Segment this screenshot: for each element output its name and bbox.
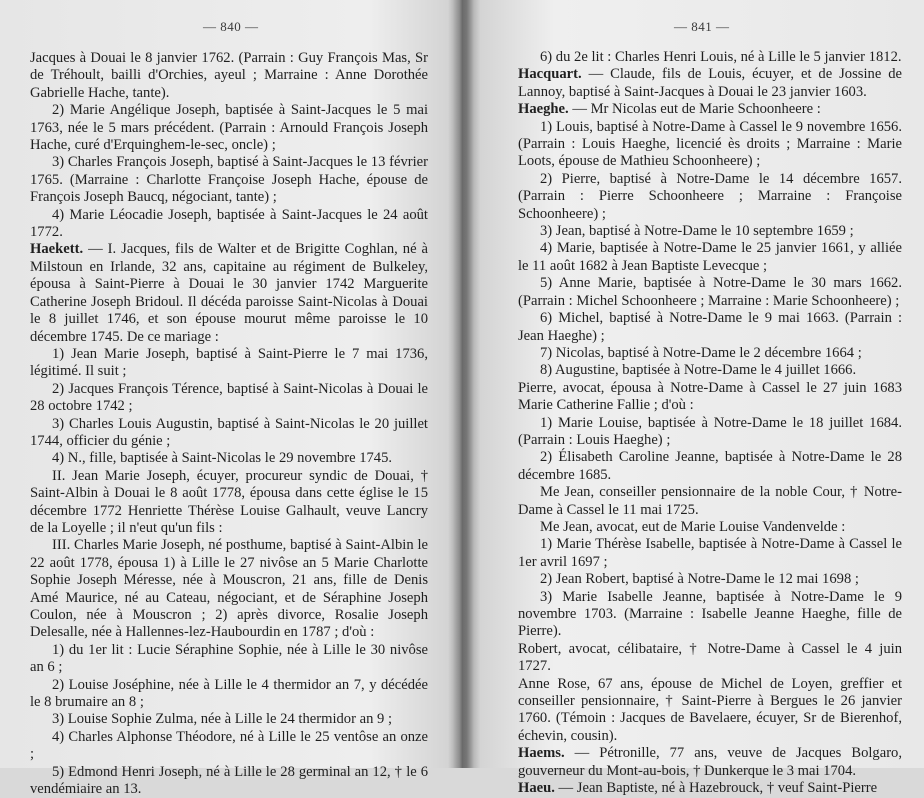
paragraph: 3) Charles François Joseph, baptisé à Saint-Jacques le 13 février 1765. (Marraine : Charlotte Françoise Joseph Hache, épouse de François Joseph Baucq, négociant, tante) ;: [30, 154, 428, 206]
paragraph: 1) Marie Louise, baptisée à Notre-Dame le 18 juillet 1684. (Parrain : Louis Haeghe) ;: [518, 414, 902, 448]
paragraph: 4) N., fille, baptisée à Saint-Nicolas le 29 novembre 1745.: [52, 450, 393, 467]
paragraph: 4) Charles Alphonse Théodore, né à Lille le 25 ventôse an onze ;: [30, 728, 428, 763]
family-heading: Haekett.: [30, 241, 84, 258]
paragraph-hackett: [30, 241, 428, 345]
paragraph: 2) Jean Robert, baptisé à Notre-Dame le 12 mai 1698 ;: [540, 571, 859, 588]
paragraph: 1) Louis, baptisé à Notre-Dame à Cassel le 9 novembre 1656. (Parrain : Louis Haeghe, licencié ès droits ; Marraine : Marie Loots, épouse de Mathieu Schoonheere) ;: [518, 118, 902, 170]
paragraph: 2) Marie Angélique Joseph, baptisée à Saint-Jacques le 5 mai 1763, née le 5 mars précédent. (Parrain : Arnould François Joseph Hache, curé d'Erquinghem-le-sec, oncle) ;: [30, 102, 428, 154]
paragraph: 3) Charles Louis Augustin, baptisé à Saint-Nicolas le 20 juillet 1744, officier du génie ;: [30, 415, 428, 449]
paragraph: Pierre, avocat, épousa à Notre-Dame à Cassel le 27 juin 1683 Marie Catherine Fallie ; d'où :: [518, 379, 902, 414]
left-page-text: [30, 50, 428, 798]
family-heading: Hacquart.: [518, 66, 582, 83]
paragraph-text: — Claude, fils de Louis, écuyer, et de Jossine de Lannoy, baptisé à Saint-Jacques à Douai le 23 janvier 1603.: [518, 66, 902, 100]
paragraph: 2) Louise Joséphine, née à Lille le 4 thermidor an 7, y décédée le 8 brumaire an 8 ;: [30, 676, 428, 711]
paragraph: 6) Michel, baptisé à Notre-Dame le 9 mai 1663. (Parrain : Jean Haeghe) ;: [518, 310, 902, 344]
right-page-text: [518, 49, 902, 797]
paragraph: Robert, avocat, célibataire, † Notre-Dame à Cassel le 4 juin 1727.: [518, 640, 902, 675]
paragraph: Me Jean, conseiller pensionnaire de la noble Cour, † Notre-Dame à Cassel le 11 mai 1725.: [518, 484, 902, 518]
paragraph-haeu: [518, 780, 902, 797]
paragraph: 2) Pierre, baptisé à Notre-Dame le 14 décembre 1657. (Parrain : Pierre Schoonheere ; Marraine : Françoise Schoonheere) ;: [518, 170, 902, 222]
paragraph: 4) Marie, baptisée à Notre-Dame le 25 janvier 1661, y alliée le 11 août 1682 à Jean Baptiste Levecque ;: [518, 240, 902, 274]
family-heading: Haeu.: [518, 780, 555, 797]
family-heading: Haems.: [518, 745, 565, 762]
paragraph: Jacques à Douai le 8 janvier 1762. (Parrain : Guy François Mas, Sr de Tréhoult, bailli d'Orchies, ayeul ; Marraine : Anne Dorothée Gabrielle Hache, tante).: [30, 50, 428, 101]
paragraph: 1) du 1er lit : Lucie Séraphine Sophie, née à Lille le 30 nivôse an 6 ;: [30, 641, 428, 676]
paragraph: 1) Marie Thérèse Isabelle, baptisée à Notre-Dame à Cassel le 1er avril 1697 ;: [518, 536, 902, 570]
paragraph: 3) Marie Isabelle Jeanne, baptisée à Notre-Dame le 9 novembre 1703. (Marraine : Isabelle Jeanne Haeghe, fille de Pierre).: [518, 588, 902, 640]
paragraph-haems: [518, 745, 902, 780]
paragraph: II. Jean Marie Joseph, écuyer, procureur syndic de Douai, † Saint-Albin à Douai le 8 août 1778, épousa dans cette église le 15 décembre 1772 Henriette Thérèse Louise Galhault, veuve Lancry de la Loyelle ; il n'eut qu'un fils :: [30, 467, 428, 536]
family-heading: Haeghe.: [518, 101, 569, 118]
paragraph: III. Charles Marie Joseph, né posthume, baptisé à Saint-Albin le 22 août 1778, épousa 1) à Lille le 27 nivôse an 5 Marie Charlotte Sophie Joseph Méresse, née à Mouscron, 21 ans, fille de Denis Amé Maurice, né au Cateau, négociant, et de Séraphine Joseph Coulon, née à Mouscron ; 2) après divorce, Rosalie Joseph Delesalle, née à Hallennes-lez-Haubourdin en 1787 ; d'où :: [30, 537, 428, 641]
paragraph: 3) Jean, baptisé à Notre-Dame le 10 septembre 1659 ;: [540, 223, 854, 240]
paragraph-text: — Jean Baptiste, né à Hazebrouck, † veuf Saint-Pierre: [558, 780, 878, 797]
paragraph: 2) Élisabeth Caroline Jeanne, baptisée à Notre-Dame le 28 décembre 1685.: [518, 449, 902, 483]
paragraph: 8) Augustine, baptisée à Notre-Dame le 4 juillet 1666.: [540, 362, 857, 379]
paragraph-haeghe: [518, 101, 902, 118]
paragraph: 2) Jacques François Térence, baptisé à Saint-Nicolas à Douai le 28 octobre 1742 ;: [30, 380, 428, 415]
page-number-right: — 841 —: [674, 19, 730, 34]
paragraph-text: — I. Jacques, fils de Walter et de Brigitte Coghlan, né à Milstoun en Irlande, 32 ans, capitaine au régiment de Bulkeley, épousa à Saint-Pierre à Douai le 30 janvier 1742 Marguerite Catherine Joseph Bridoul. Il décéda paroisse Saint-Nicolas à Douai le 8 juillet 1746, et son épouse mourut même paroisse le 10 décembre 1745. De ce mariage :: [30, 241, 429, 345]
paragraph: 6) du 2e lit : Charles Henri Louis, né à Lille le 5 janvier 1812.: [540, 49, 902, 65]
paragraph: Anne Rose, 67 ans, épouse de Michel de Loyen, greffier et conseiller pensionnaire, † Saint-Pierre à Bergues le 26 janvier 1760. (Témoin : Jacques de Bavelaere, écuyer, Sr de Bierenhof, échevin, cousin).: [518, 675, 902, 744]
paragraph: 5) Anne Marie, baptisée à Notre-Dame le 30 mars 1662. (Parrain : Michel Schoonheere ; Marraine : Marie Schoonheere) ;: [518, 275, 902, 309]
paragraph-hacquart: [518, 66, 902, 101]
paragraph: 4) Marie Léocadie Joseph, baptisée à Saint-Jacques le 24 août 1772.: [30, 206, 428, 241]
page-number-left: — 840 —: [203, 19, 259, 34]
paragraph: 1) Jean Marie Joseph, baptisé à Saint-Pierre le 7 mai 1736, légitimé. Il suit ;: [30, 345, 428, 380]
paragraph-text: — Mr Nicolas eut de Marie Schoonheere :: [572, 101, 821, 118]
paragraph: 3) Louise Sophie Zulma, née à Lille le 24 thermidor an 9 ;: [52, 711, 393, 728]
paragraph: Me Jean, avocat, eut de Marie Louise Vandenvelde :: [540, 518, 846, 535]
paragraph: 7) Nicolas, baptisé à Notre-Dame le 2 décembre 1664 ;: [540, 344, 862, 361]
paragraph: 5) Edmond Henri Joseph, né à Lille le 28 germinal an 12, † le 6 vendémiaire an 13.: [30, 763, 428, 798]
paragraph-text: — Pétronille, 77 ans, veuve de Jacques Bolgaro, gouverneur du Mont-au-bois, † Dunkerque le 3 mai 1704.: [518, 745, 903, 779]
right-page: [466, 0, 924, 797]
